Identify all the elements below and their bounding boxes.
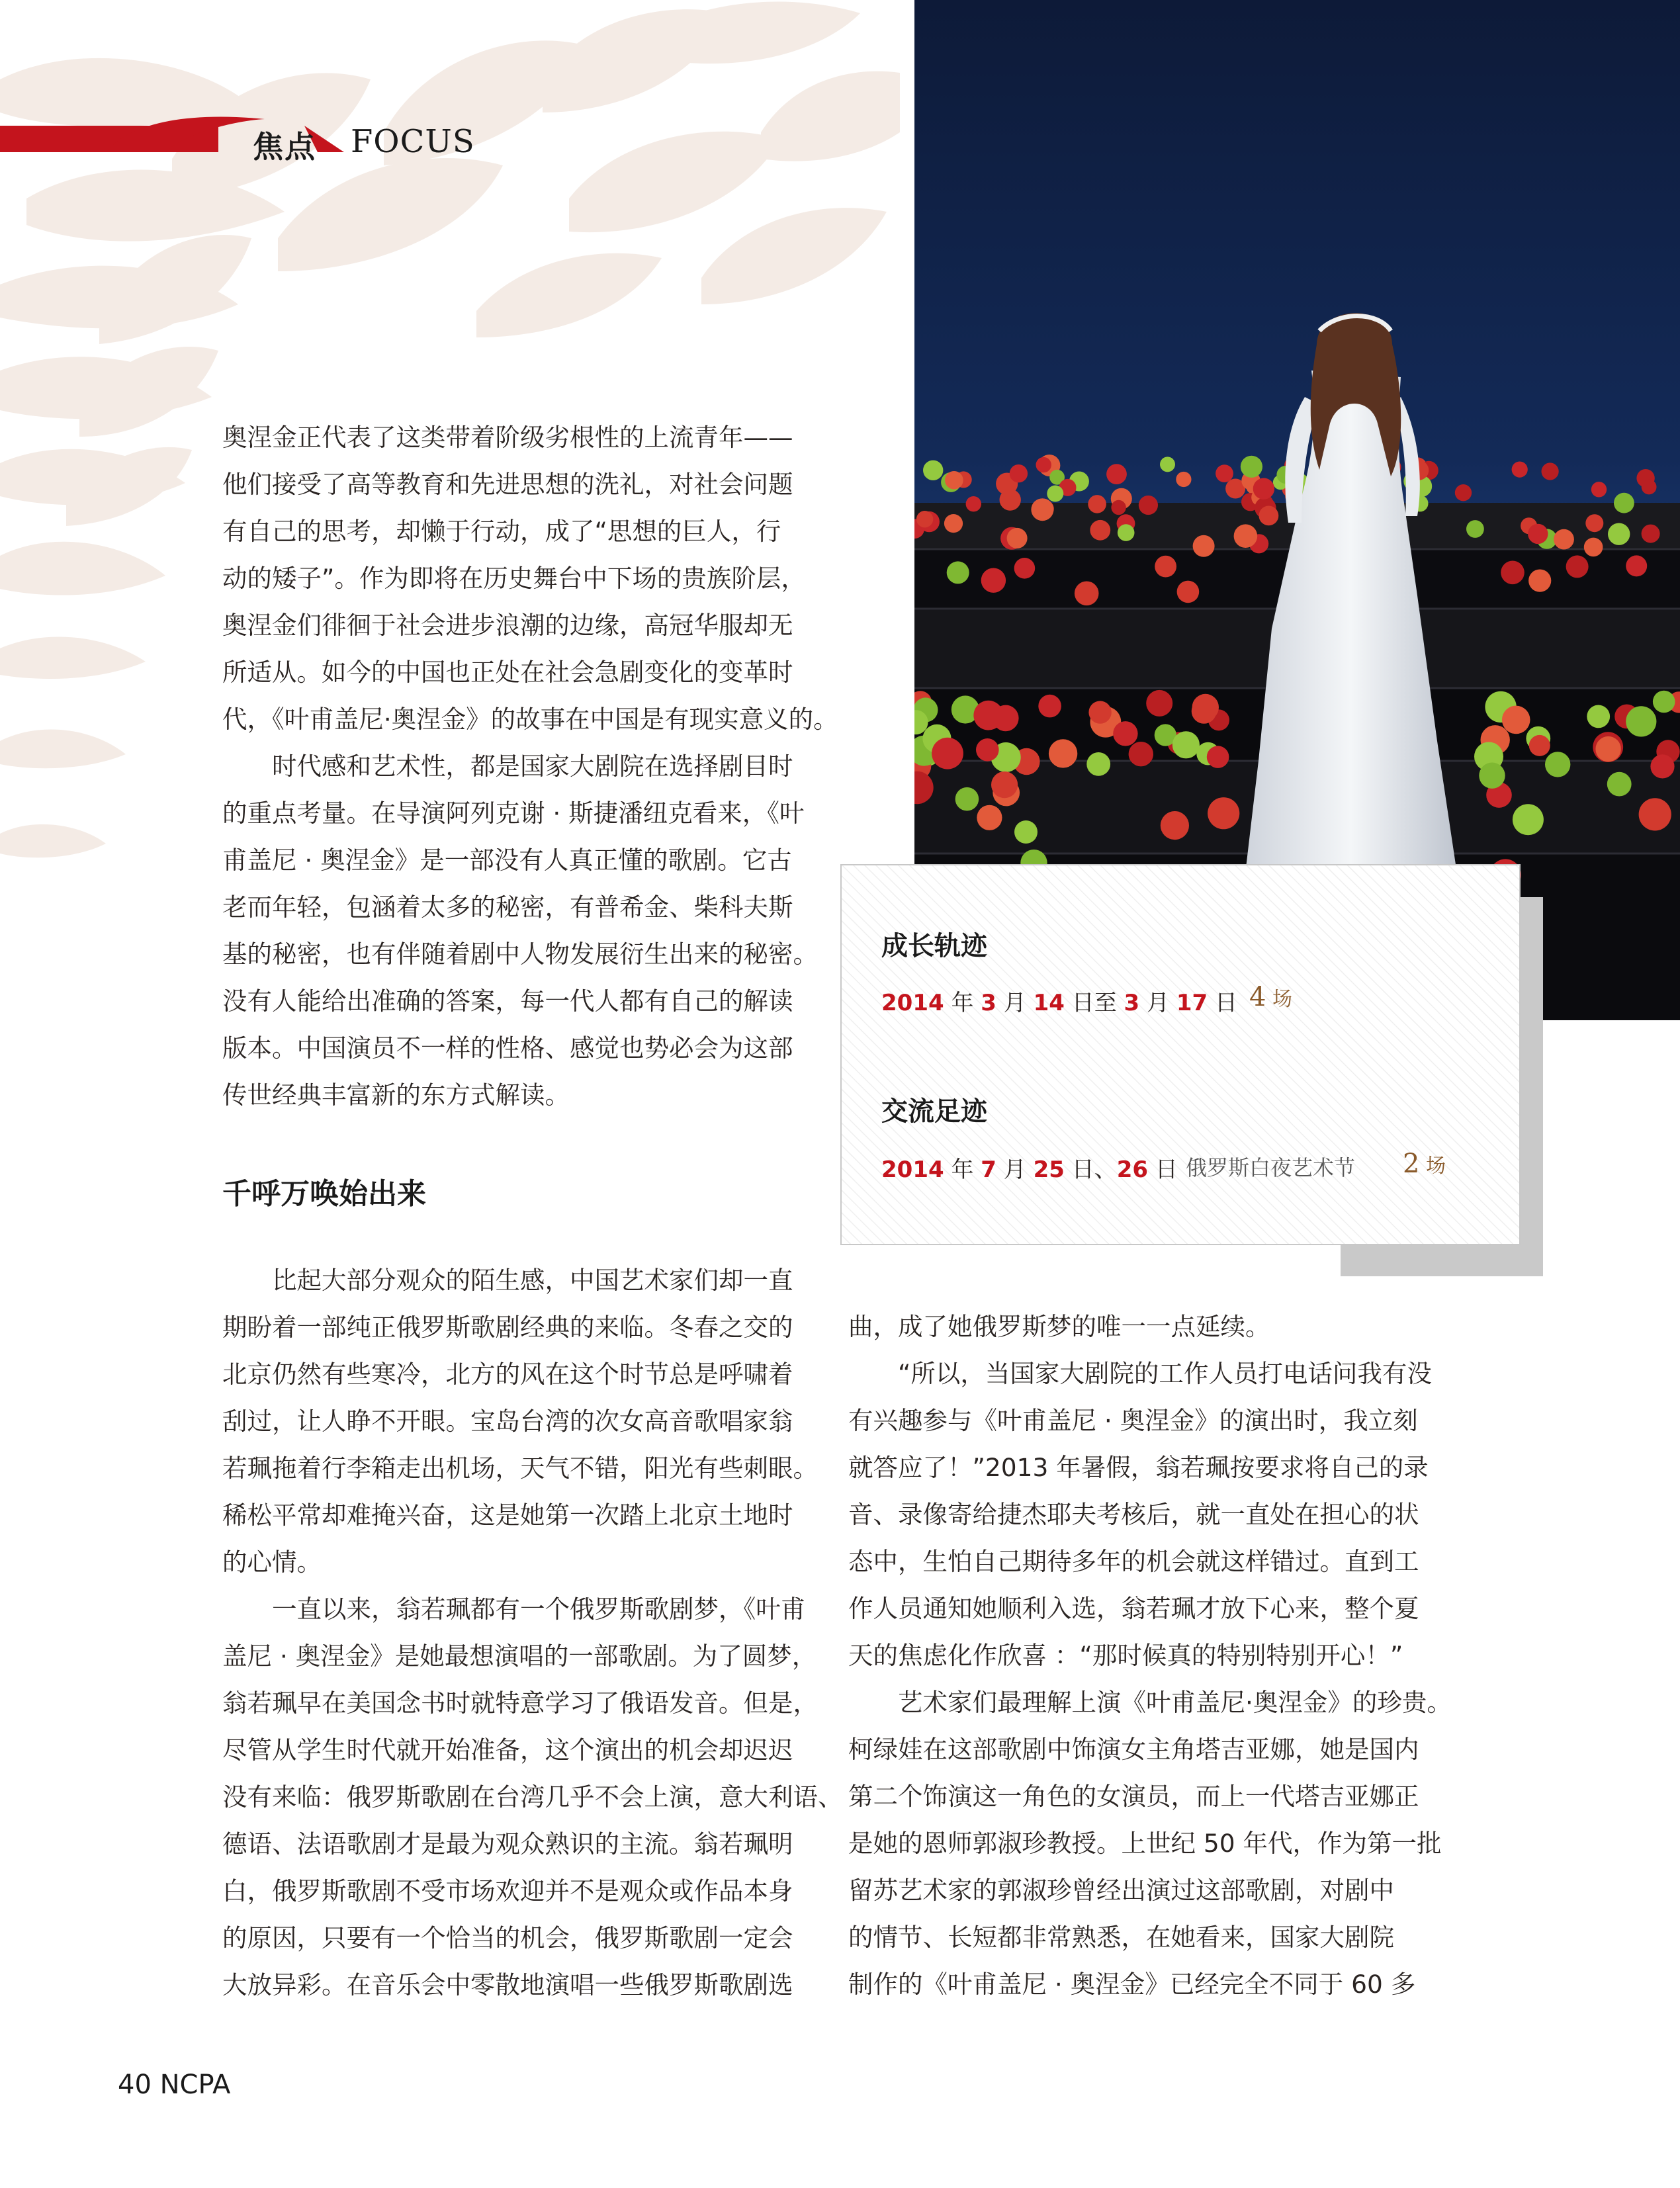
apple-prop	[1155, 556, 1176, 578]
section-label-english: FOCUS	[351, 123, 475, 160]
apple-prop	[966, 496, 981, 511]
article-line: 盖尼 · 奥涅金》是她最想演唱的一部歌剧。为了圆梦，	[222, 1641, 817, 1671]
apple-prop	[1642, 525, 1660, 543]
apple-prop	[1113, 721, 1137, 746]
apple-prop	[1607, 772, 1632, 797]
apple-prop	[1010, 464, 1028, 482]
apple-prop	[976, 738, 999, 762]
apple-prop	[1639, 798, 1671, 830]
article-line: 没有人能给出准确的答案，每一代人都有自己的解读	[222, 986, 793, 1016]
apple-prop	[977, 805, 1002, 830]
apple-prop	[981, 568, 1006, 593]
month-unit: 月	[996, 990, 1034, 1016]
article-line: 甫盖尼 · 奥涅金》是一部没有人真正懂的歌剧。它古	[222, 846, 792, 875]
page-number: 40	[118, 2070, 152, 2100]
exchange-festival: 俄罗斯白夜艺术节	[1186, 1155, 1356, 1180]
article-left-bottom	[222, 1257, 843, 2009]
apple-prop	[1146, 690, 1172, 717]
apple-prop	[1614, 493, 1634, 513]
article-line: 是她的恩师郭淑珍教授。上世纪 50 年代，作为第一批	[848, 1829, 1442, 1858]
day-unit: 日	[1148, 1157, 1178, 1183]
article-line: 有自己的思考，却懒于行动，成了“思想的巨人，行	[222, 517, 781, 546]
apple-prop	[1088, 701, 1111, 723]
apple-prop	[1193, 535, 1215, 557]
exchange-year: 2014	[881, 1157, 944, 1183]
day-unit: 日、	[1064, 1157, 1117, 1183]
apple-prop	[1528, 524, 1548, 544]
exchange-dates	[881, 1151, 1178, 1184]
apple-prop	[1587, 705, 1610, 728]
article-line: 所适从。如今的中国也正处在社会急剧变化的变革时	[222, 658, 793, 687]
apple-prop	[1513, 804, 1544, 835]
article-line: 曲，成了她俄罗斯梦的唯一一点延续。	[848, 1312, 1270, 1341]
article-line: 奥涅金们徘徊于社会进步浪潮的边缘，高冠华服却无	[222, 611, 793, 640]
article-line: 艺术家们最理解上演《叶甫盖尼·奥涅金》的珍贵。	[848, 1688, 1452, 1717]
article-line: 期盼着一部纯正俄罗斯歌剧经典的来临。冬春之交的	[222, 1313, 793, 1342]
article-line: 的原因，只要有一个恰当的机会，俄罗斯歌剧一定会	[222, 1923, 793, 1952]
info-box-hatch-pattern	[842, 865, 1519, 1244]
apple-prop	[1088, 495, 1106, 513]
section-label-chinese: 焦点	[253, 129, 316, 165]
article-line: 老而年轻，包涵着太多的秘密，有普希金、柴科夫斯	[222, 893, 793, 922]
article-line: 德语、法语歌剧才是最为观众熟识的主流。翁若珮明	[222, 1829, 793, 1859]
page-footer	[118, 2070, 230, 2100]
apple-prop	[1049, 739, 1077, 767]
apple-prop	[1075, 582, 1099, 606]
apple-prop	[1216, 464, 1233, 482]
article-line: 的情节、长短都非常熟悉，在她看来，国家大剧院	[848, 1923, 1394, 1952]
apple-prop	[1608, 523, 1630, 545]
growth-month-2: 3	[1124, 990, 1140, 1016]
growth-count-number: 4	[1249, 982, 1266, 1012]
article-line: 白，俄罗斯歌剧不受市场欢迎并不是观众或作品本身	[222, 1876, 793, 1905]
count-unit: 场	[1266, 988, 1292, 1011]
apple-prop	[1528, 570, 1551, 592]
article-line: 尽管从学生时代就开始准备，这个演出的机会却迟迟	[222, 1735, 793, 1765]
article-line: 时代感和艺术性，都是国家大剧院在选择剧目时	[222, 752, 793, 781]
article-line: 制作的《叶甫盖尼 · 奥涅金》已经完全不同于 60 多	[848, 1970, 1416, 1999]
apple-prop	[1047, 486, 1063, 502]
article-line: 柯绿娃在这部歌剧中饰演女主角塔吉亚娜，她是国内	[848, 1735, 1419, 1764]
article-line: 他们接受了高等教育和先进思想的洗礼，对社会问题	[222, 470, 793, 499]
article-line: 传世经典丰富新的东方式解读。	[222, 1080, 570, 1110]
year-unit: 年	[944, 990, 981, 1016]
apple-prop	[1585, 514, 1603, 532]
article-line: 若珮拖着行李箱走出机场，天气不错，阳光有些刺眼。	[222, 1454, 818, 1483]
apple-prop	[1090, 520, 1110, 541]
month-unit: 月	[996, 1157, 1034, 1183]
article-line: 刮过，让人睁不开眼。宝岛台湾的次女高音歌唱家翁	[222, 1407, 793, 1436]
apple-prop	[955, 787, 979, 811]
performance-info-box	[840, 864, 1521, 1245]
apple-prop	[1241, 456, 1262, 478]
apple-prop	[1545, 752, 1570, 777]
article-line: 比起大部分观众的陌生感，中国艺术家们却一直	[222, 1266, 793, 1295]
year-unit: 年	[944, 1157, 981, 1183]
article-line: 天的焦虑化作欣喜 ：“那时候真的特别特别开心！”	[848, 1641, 1403, 1670]
article-line: 就答应了！”2013 年暑假，翁若珮按要求将自己的录	[848, 1453, 1429, 1482]
article-right	[848, 1303, 1452, 2008]
growth-day-2: 17	[1176, 990, 1208, 1016]
article-line: 留苏艺术家的郭淑珍曾经出演过这部歌剧，对剧中	[848, 1876, 1394, 1905]
apple-prop	[1466, 520, 1484, 538]
apple-prop	[1502, 706, 1530, 734]
apple-prop	[1253, 478, 1274, 500]
exchange-title: 交流足迹	[881, 1096, 987, 1127]
apple-prop	[1038, 695, 1061, 718]
day-unit: 日	[1208, 990, 1237, 1016]
apple-prop	[1176, 472, 1191, 487]
article-line: 的心情。	[222, 1548, 322, 1577]
apple-prop	[932, 738, 963, 769]
growth-count	[1249, 982, 1292, 1012]
magazine-name: NCPA	[159, 2070, 231, 2100]
apple-prop	[945, 471, 963, 490]
apple-prop	[1129, 742, 1153, 766]
apple-prop	[1139, 496, 1158, 515]
growth-day-1: 14	[1033, 990, 1065, 1016]
apple-prop	[1259, 506, 1279, 526]
month-unit: 月	[1139, 990, 1176, 1016]
apple-prop	[1234, 524, 1258, 548]
article-line: 奥涅金正代表了这类带着阶级劣根性的上流青年——	[222, 423, 793, 452]
apple-prop	[1172, 731, 1200, 758]
apple-prop	[916, 511, 933, 527]
article-line: 音、录像寄给捷杰耶夫考核后，就一直处在担心的状	[848, 1500, 1419, 1529]
growth-month-1: 3	[981, 990, 996, 1016]
apple-prop	[1501, 561, 1525, 585]
apple-prop	[1455, 484, 1472, 501]
article-line: 第二个饰演这一角色的女演员，而上一代塔吉亚娜正	[848, 1782, 1419, 1811]
article-line: “所以，当国家大剧院的工作人员打电话问我有没	[848, 1359, 1432, 1388]
article-line: 稀松平常却难掩兴奋，这是她第一次踏上北京土地时	[222, 1501, 793, 1530]
apple-prop	[1554, 529, 1574, 550]
apple-prop	[1000, 489, 1021, 510]
apple-prop	[1177, 581, 1200, 603]
apple-prop	[1591, 482, 1607, 497]
apple-prop	[1118, 524, 1135, 541]
apple-prop	[1650, 754, 1674, 778]
article-line: 动的矮子”。作为即将在历史舞台中下场的贵族阶层，	[222, 564, 806, 593]
apple-prop	[1007, 528, 1028, 548]
apple-prop	[1208, 797, 1239, 829]
article-line: 翁若珮早在美国念书时就特意学习了俄语发音。但是，	[222, 1688, 818, 1718]
count-unit: 场	[1419, 1155, 1446, 1178]
article-line: 一直以来，翁若珮都有一个俄罗斯歌剧梦，《叶甫	[222, 1595, 806, 1624]
apple-prop	[1653, 691, 1675, 713]
article-line: 态中，生怕自己期待多年的机会就这样错过。直到工	[848, 1547, 1419, 1576]
growth-year: 2014	[881, 990, 944, 1016]
article-line: 的重点考量。在导演阿列克谢 · 斯捷潘纽克看来，《叶	[222, 799, 805, 828]
article-line: 代，《叶甫盖尼·奥涅金》的故事在中国是有现实意义的。	[222, 705, 838, 734]
growth-title: 成长轨迹	[881, 931, 987, 961]
apple-prop	[1160, 457, 1175, 472]
apple-prop	[1161, 811, 1189, 840]
day-unit: 日至	[1064, 990, 1124, 1016]
article-line: 有兴趣参与《叶甫盖尼 · 奥涅金》的演出时，我立刻	[848, 1406, 1418, 1435]
apple-prop	[1542, 462, 1559, 480]
apple-prop	[991, 771, 1018, 798]
apple-prop	[1595, 736, 1620, 762]
apple-prop	[923, 460, 943, 480]
exchange-day-1: 25	[1033, 1157, 1065, 1183]
exchange-count-number: 2	[1403, 1149, 1420, 1179]
section-heading: 千呼万唤始出来	[222, 1177, 426, 1211]
apple-prop	[1529, 735, 1550, 756]
apple-prop	[1207, 746, 1229, 768]
apple-prop	[1584, 538, 1603, 557]
article-line: 北京仍然有些寒冷，北方的风在这个时节总是呼啸着	[222, 1360, 793, 1389]
apple-prop	[1626, 555, 1647, 576]
exchange-month: 7	[981, 1157, 996, 1183]
apple-prop	[1111, 500, 1126, 515]
apple-prop	[1512, 462, 1528, 478]
apple-prop	[1626, 706, 1656, 736]
apple-prop	[1106, 464, 1127, 484]
growth-dates	[881, 985, 1237, 1017]
apple-prop	[1086, 752, 1110, 776]
apple-prop	[944, 514, 963, 533]
apple-prop	[973, 701, 1003, 730]
article-line: 版本。中国演员不一样的性格、感觉也势必会为这部	[222, 1033, 793, 1063]
apple-prop	[1642, 480, 1657, 495]
apple-prop	[1014, 820, 1038, 844]
article-left-top	[222, 414, 838, 1119]
apple-prop	[1566, 555, 1589, 578]
apple-prop	[947, 561, 969, 584]
apple-prop	[1031, 498, 1053, 521]
apple-prop	[1479, 763, 1505, 789]
apple-prop	[1014, 558, 1036, 579]
article-line: 作人员通知她顺利入选，翁若珮才放下心来，整个夏	[848, 1594, 1419, 1623]
apple-prop	[1036, 457, 1051, 472]
article-line: 没有来临：俄罗斯歌剧在台湾几乎不会上演，意大利语、	[222, 1782, 843, 1812]
apple-prop	[1192, 699, 1217, 724]
exchange-day-2: 26	[1116, 1157, 1149, 1183]
article-line: 大放异彩。在音乐会中零散地演唱一些俄罗斯歌剧选	[222, 1970, 793, 1999]
article-line: 基的秘密，也有伴随着剧中人物发展衍生出来的秘密。	[222, 940, 818, 969]
exchange-count	[1403, 1149, 1446, 1179]
